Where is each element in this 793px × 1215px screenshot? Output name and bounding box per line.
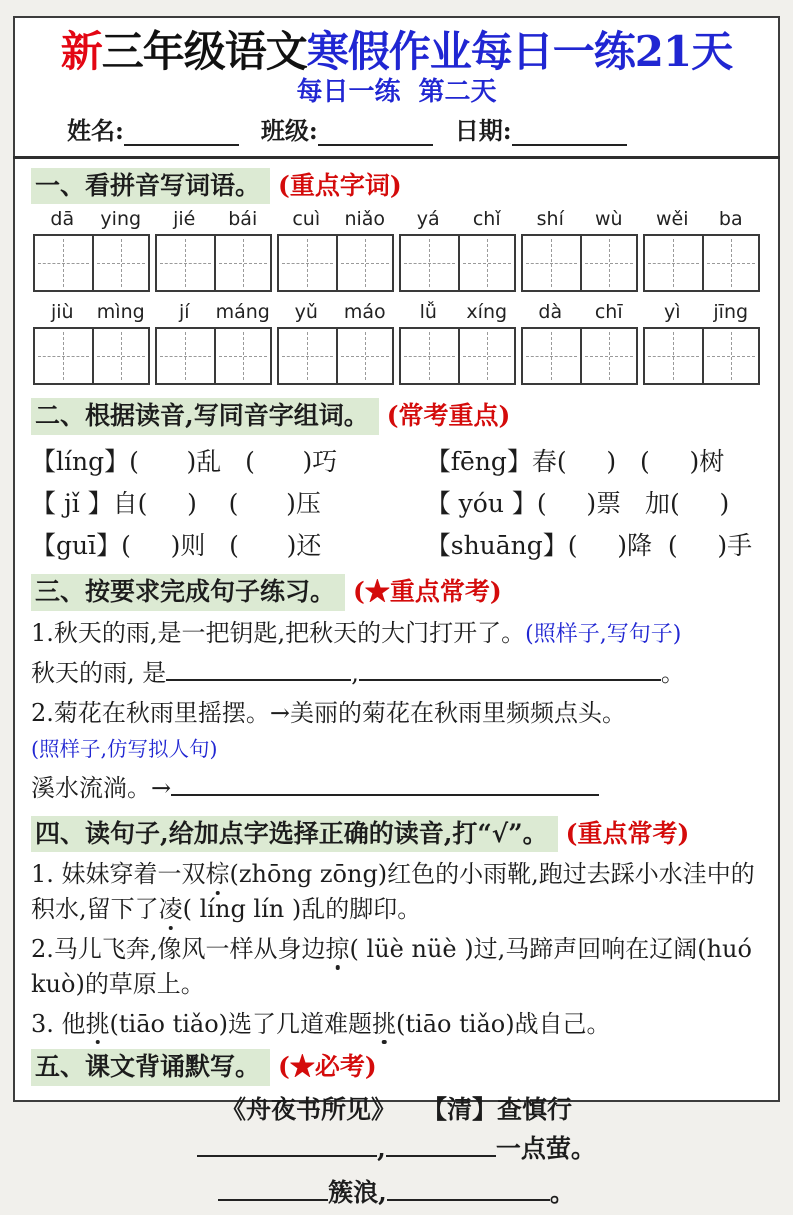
item-text: 3. 他 [31,1009,86,1038]
pinyin-word-group [155,301,272,385]
section-1 [31,168,762,385]
writing-box[interactable] [92,329,149,383]
sentence-fill-1 [31,655,762,691]
writing-box[interactable] [279,329,336,383]
pinyin-word-group [643,301,760,385]
pinyin-syllable: máng [215,301,270,324]
poem-title: 《舟夜书所见》 【清】查慎行 [220,1095,573,1125]
writing-box[interactable] [580,236,637,290]
writing-box[interactable] [336,236,393,290]
pinyin-syllable: jīng [713,301,749,324]
blank-line[interactable] [197,1132,377,1157]
fill-comma: , [351,659,359,688]
title-part-grade: 三年级语文 [101,27,307,76]
pinyin-syllable: cuì [292,208,321,231]
pinyin-syllable: lǚ [419,301,437,324]
homophone-item[interactable]: 【 yóu 】( )票 加( ) [425,488,730,518]
writing-box[interactable] [214,329,271,383]
page-title [31,28,762,76]
writing-box[interactable] [580,329,637,383]
poem-text: 一点萤。 [495,1134,596,1164]
item-text: ( líng lín )乱的脚印。 [182,895,422,924]
pinyin-row-2 [33,301,760,385]
writing-box[interactable] [645,329,702,383]
pinyin-syllable: ying [100,208,142,231]
student-info-row [67,117,762,146]
writing-box[interactable] [523,236,580,290]
fill-prefix: 秋天的雨, 是 [31,659,167,688]
pronunciation-item-1[interactable] [31,857,762,927]
writing-box[interactable] [401,329,458,383]
section-5 [31,1049,762,1214]
title-part-new: 新 [60,27,102,76]
section-1-heading-row [31,168,762,205]
pinyin-syllable: yá [416,208,440,231]
title-part-homework: 寒假作业每日一练21天 [306,27,733,76]
homophone-item[interactable]: 【shuāng】( )降 ( )手 [425,531,753,561]
pinyin-syllable: jiù [50,301,74,324]
pinyin-syllable: jí [178,301,190,324]
poem-text: 簇浪, [328,1177,387,1207]
item-text: 2.马儿飞奔,像风一样从身边 [31,935,326,964]
homophone-item[interactable]: 【 jǐ 】自( ) ( )压 [31,488,321,518]
writing-box[interactable] [458,329,515,383]
page-subtitle: 每日一练 第二天 [296,77,497,108]
sentence-fill-2 [31,770,762,806]
pinyin-word-group [155,208,272,292]
exercise-text: 1.秋天的雨,是一把钥匙,把秋天的大门打开了。 [31,619,526,648]
date-label: 日期: [454,115,512,145]
pinyin-syllable: dā [50,208,75,231]
homophone-item[interactable]: 【guī】( )则 ( )还 [31,531,322,561]
item-text: 1. 妹妹穿着一双 [31,860,206,889]
section-1-heading: 一、看拼音写词语。 [31,168,270,205]
homophone-row [31,446,762,477]
worksheet-page [13,16,780,1207]
blank-line[interactable] [218,1176,328,1201]
class-label: 班级: [260,115,318,145]
item-text: ( lüè nüè )过,马蹄声回响在辽阔(huó kuò)的草原上。 [31,935,752,998]
section-5-tag: (★必考) [278,1052,377,1082]
blank-line[interactable] [171,772,599,796]
section-3-heading: 三、按要求完成句子练习。 [31,574,345,611]
blank-line[interactable] [386,1132,496,1157]
pinyin-syllable: xíng [466,301,508,324]
writing-box[interactable] [401,236,458,290]
writing-box[interactable] [35,329,92,383]
section-2 [31,398,762,562]
dotted-character: 挑 [372,1007,396,1042]
poem-fill-line-1 [31,1127,762,1171]
sentence-exercise-2 [31,696,762,766]
dotted-character: 掠 [326,932,350,967]
pinyin-syllable: mìng [96,301,145,324]
writing-box[interactable] [645,236,702,290]
pinyin-syllable: dà [538,301,563,324]
pinyin-syllable: yì [663,301,681,324]
item-text: (tiāo tiǎo)选了几道难题 [109,1009,373,1038]
section-4-heading: 四、读句子,给加点字选择正确的读音,打“√”。 [31,816,558,853]
section-1-tag: (重点字词) [278,170,402,200]
section-3-tag: (★重点常考) [353,577,502,607]
dotted-character: 凌 [159,892,183,927]
pinyin-syllable: chī [594,301,623,324]
writing-box[interactable] [157,236,214,290]
pronunciation-item-3[interactable] [31,1007,762,1042]
section-4-heading-row [31,816,762,853]
pinyin-syllable: niǎo [344,208,386,231]
item-text: (zhōng zōng)红色的小雨靴,跑过去踩小水洼中的积水,留下了 [31,860,755,924]
homophone-row [31,488,762,519]
blank-line[interactable] [387,1176,550,1201]
section-2-tag: (常考重点) [386,400,511,430]
section-2-heading-row [31,398,762,435]
dotted-character: 挑 [86,1007,110,1042]
writing-box[interactable] [214,236,271,290]
pinyin-syllable: shí [536,208,564,231]
poem-text: 。 [549,1177,575,1207]
pinyin-syllable: wù [594,208,623,231]
pinyin-word-group [33,301,150,385]
fill-prefix: 溪水流淌。→ [31,773,172,802]
pinyin-syllable: máo [343,301,386,324]
pinyin-syllable: wěi [655,208,689,231]
pronunciation-item-2[interactable] [31,932,762,1002]
name-blank[interactable] [124,121,239,146]
section-4-tag: (重点常考) [565,818,690,848]
section-3 [31,574,762,805]
exercise-text: 2.菊花在秋雨里摇摆。→美丽的菊花在秋雨里频频点头。 [31,699,627,728]
pinyin-word-group [33,208,150,292]
exercise-note: (照样子,写句子) [525,622,682,648]
poem-text: , [377,1134,386,1164]
blank-line[interactable] [359,657,661,681]
writing-box[interactable] [702,236,759,290]
poem-block [31,1092,762,1215]
pinyin-word-group [521,301,638,385]
pinyin-syllable: chǐ [472,208,501,231]
homophone-row [31,530,762,561]
dotted-character: 棕 [206,857,230,892]
pinyin-word-group [277,208,394,292]
date-blank[interactable] [512,121,627,146]
writing-box[interactable] [92,236,149,290]
writing-box[interactable] [458,236,515,290]
section-3-heading-row [31,574,762,611]
pinyin-word-group [399,208,516,292]
sentence-exercise-1 [31,616,762,651]
exercise-note: (照样子,仿写拟人句) [31,736,218,761]
pinyin-word-group [521,208,638,292]
pinyin-word-group [643,208,760,292]
pinyin-row-1 [33,208,760,292]
writing-box[interactable] [702,329,759,383]
class-blank[interactable] [318,121,433,146]
pinyin-word-group [399,301,516,385]
pinyin-word-group [277,301,394,385]
writing-box[interactable] [157,329,214,383]
section-5-heading: 五、课文背诵默写。 [31,1049,270,1086]
section-2-heading: 二、根据读音,写同音字组词。 [31,398,379,435]
section-4 [31,816,762,1042]
section-5-heading-row [31,1049,762,1086]
pinyin-syllable: bái [228,208,258,231]
writing-box[interactable] [336,329,393,383]
homophone-item[interactable]: 【fēng】春( ) ( )树 [425,446,725,476]
pinyin-syllable: yǔ [294,301,318,324]
writing-box[interactable] [35,236,92,290]
item-text: (tiāo tiǎo)战自己。 [396,1009,611,1038]
name-label: 姓名: [67,115,124,145]
poem-fill-line-2 [31,1171,762,1215]
writing-box[interactable] [523,329,580,383]
pinyin-syllable: ba [718,208,743,231]
homophone-item[interactable]: 【líng】( )乱 ( )巧 [31,446,338,476]
writing-box[interactable] [279,236,336,290]
header-divider [13,156,780,159]
fill-period: 。 [660,659,685,688]
pinyin-syllable: jié [173,208,196,231]
blank-line[interactable] [166,657,351,681]
